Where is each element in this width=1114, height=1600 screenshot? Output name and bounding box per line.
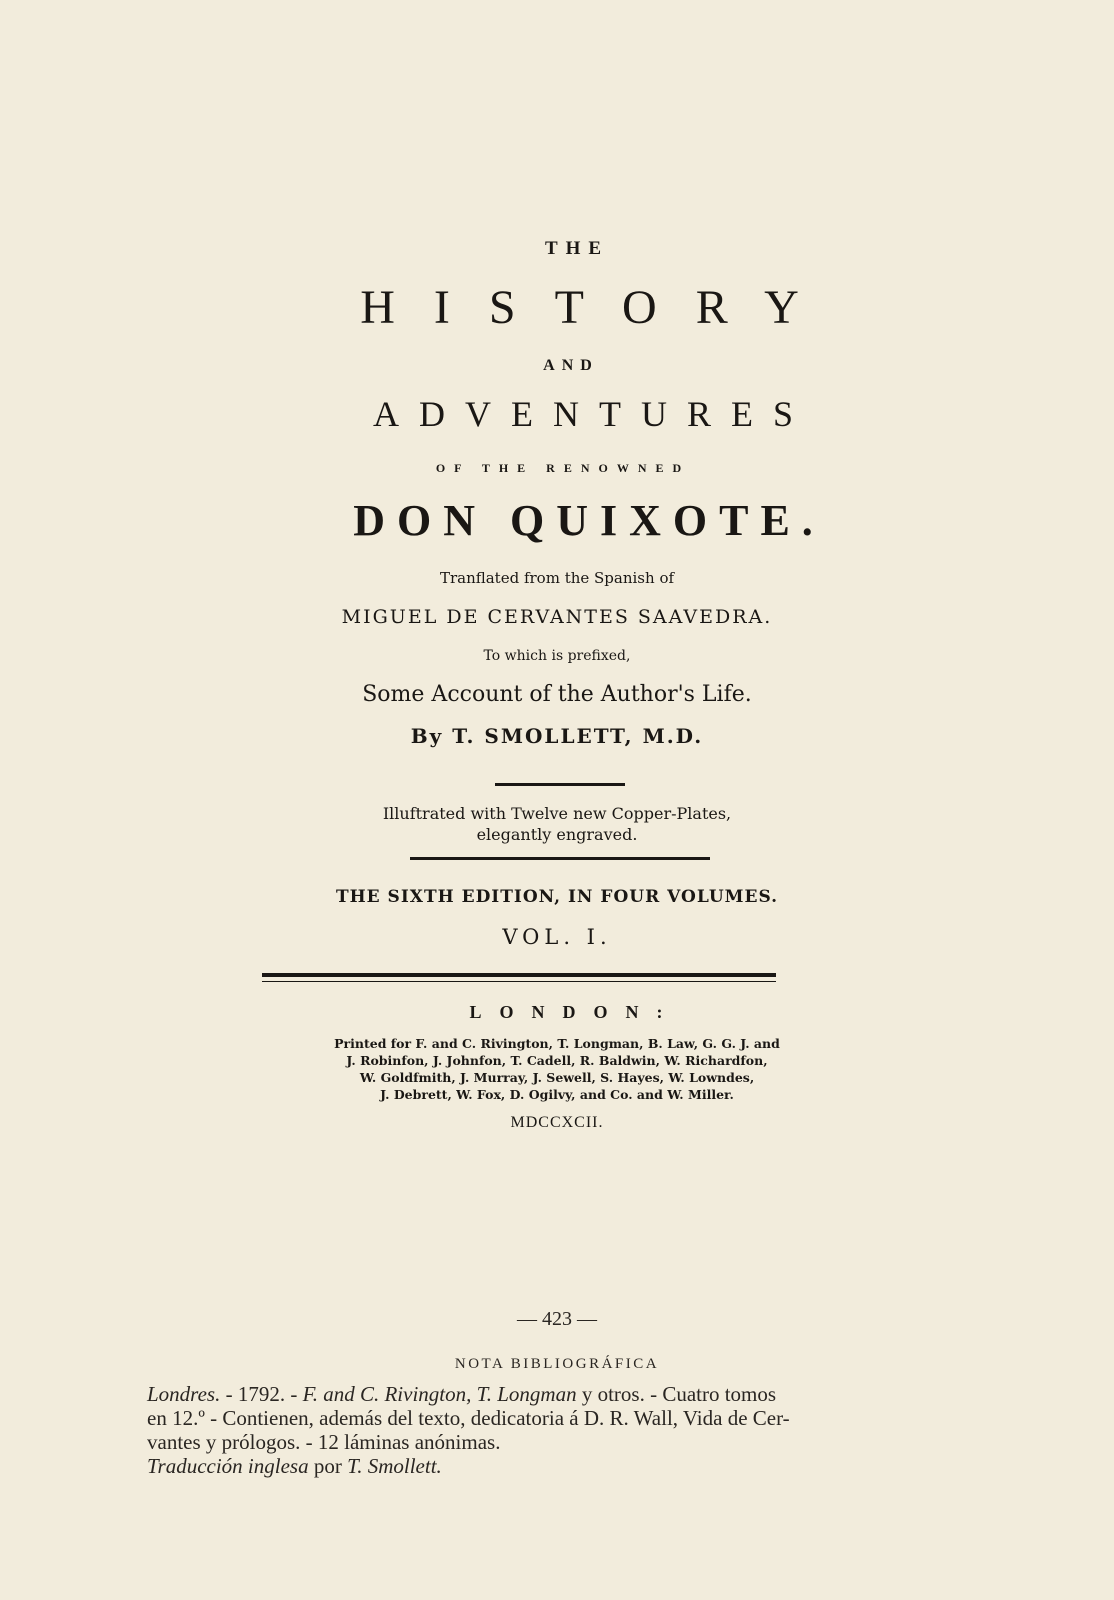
- biblio-rest: y otros. - Cuatro tomos: [576, 1382, 777, 1406]
- title-history: HISTORY: [360, 281, 838, 334]
- nota-heading: NOTA BIBLIOGRÁFICA: [454, 1356, 660, 1372]
- biblio-line-1: [147, 1382, 907, 1406]
- account-of-life: Some Account of the Author's Life.: [362, 682, 752, 707]
- biblio-line-2: en 12.º - Contienen, además del texto, dedicatoria á D. R. Wall, Vida de Cer-: [147, 1406, 790, 1430]
- illustrated-line-2: elegantly engraved.: [476, 825, 638, 844]
- author-name: MIGUEL DE CERVANTES SAAVEDRA.: [341, 606, 773, 628]
- double-rule-top: [262, 973, 776, 977]
- biblio-year: - 1792. -: [220, 1382, 303, 1406]
- biblio-line-3: vantes y prólogos. - 12 láminas anónimas.: [147, 1430, 501, 1454]
- illustrated-note: [0, 803, 1114, 845]
- biblio-printers: F. and C. Rivington, T. Longman: [302, 1382, 577, 1406]
- biblio-line-4: [147, 1454, 907, 1478]
- translated-from: Tranflated from the Spanish of: [439, 569, 675, 587]
- biblio-city: Londres.: [147, 1382, 221, 1406]
- imprint-city: LONDON:: [469, 1002, 681, 1022]
- double-rule-bottom: [262, 981, 776, 982]
- ornament-rule-2: [410, 857, 710, 860]
- volume-number: VOL. I.: [502, 925, 612, 949]
- illustrated-line-1: Illuftrated with Twelve new Copper-Plates,: [382, 804, 732, 823]
- title-and: AND: [543, 357, 599, 374]
- ornament-rule-1: [495, 783, 625, 786]
- imprint-year: MDCCXCII.: [510, 1114, 604, 1131]
- printers-list: [0, 1035, 1114, 1103]
- title-adventures: ADVENTURES: [373, 394, 813, 434]
- printers-line: W. Goldfmith, J. Murray, J. Sewell, S. Hayes, W. Lowndes,: [359, 1070, 755, 1085]
- biblio-translation-label: Traducción inglesa: [147, 1454, 309, 1478]
- printers-line: J. Robinfon, J. Johnfon, T. Cadell, R. Baldwin, W. Richardfon,: [346, 1053, 768, 1068]
- printers-line: J. Debrett, W. Fox, D. Ogilvy, and Co. and W. Miller.: [380, 1087, 734, 1102]
- title-don-quixote: DON QUIXOTE.: [353, 496, 825, 545]
- edition-statement: THE SIXTH EDITION, IN FOUR VOLUMES.: [335, 887, 779, 907]
- biblio-translator: T. Smollett.: [347, 1454, 442, 1478]
- bibliographic-note: [147, 1382, 907, 1478]
- printers-line: Printed for F. and C. Rivington, T. Longman, B. Law, G. G. J. and: [334, 1036, 780, 1051]
- translator-byline: By T. SMOLLETT, M.D.: [410, 724, 704, 748]
- title-the: THE: [544, 238, 610, 259]
- biblio-por: por: [308, 1454, 348, 1478]
- page-number: — 423 —: [517, 1308, 597, 1330]
- title-of-the-renowned: OF THE RENOWNED: [435, 461, 691, 475]
- prefixed-note: To which is prefixed,: [483, 648, 631, 664]
